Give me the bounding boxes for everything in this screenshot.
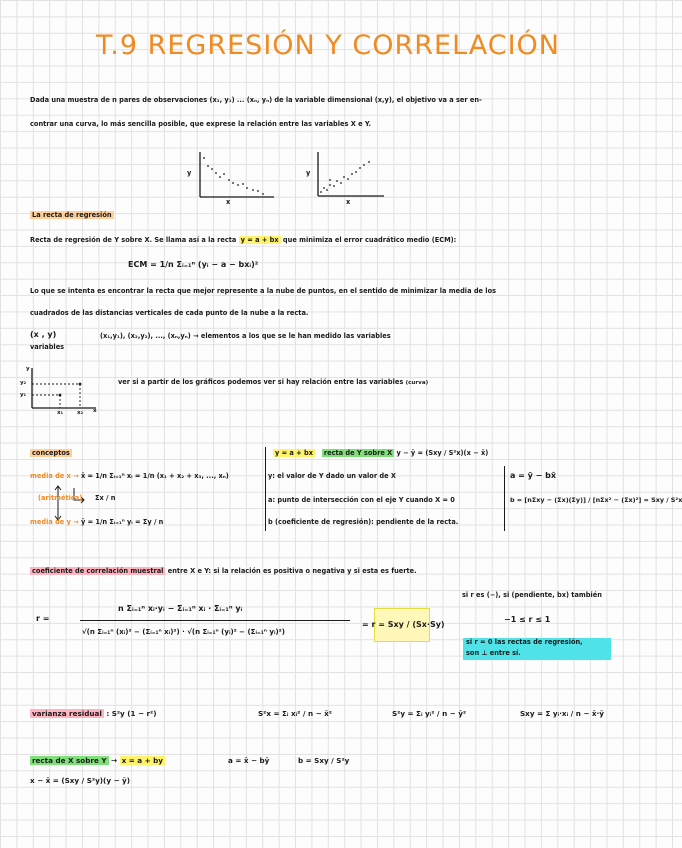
mini-point-graph bbox=[22, 366, 102, 416]
recta-line-2: Lo que se intenta es encontrar la recta que mejor represente a la nube de puntos, en el sentido de minimizar la media de los bbox=[30, 287, 497, 295]
correlacion-note-3: son ⊥ entre sí. bbox=[466, 649, 521, 657]
def-b: b (coeficiente de regresión): pendiente de la recta. bbox=[268, 518, 459, 526]
concept-divider-left bbox=[265, 447, 266, 531]
sx-formula: S²x = Σᵢ xᵢ² / n − x̄² bbox=[258, 709, 332, 718]
b-formula: b = [nΣxy − (Σx)(Σy)] / [nΣx² − (Σx)²] = Sxy / S²x bbox=[510, 496, 682, 504]
varianza-residual: varianza residual : S²y (1 − r²) bbox=[32, 709, 157, 718]
mini-y2-label: y₂ bbox=[20, 380, 27, 386]
plot2-y-label: y bbox=[306, 169, 311, 177]
mini-x-label: x bbox=[93, 408, 97, 414]
a-formula: a = ȳ − bx̄ bbox=[510, 471, 557, 480]
recta-line-3: cuadrados de las distancias verticales de cada punto de la nube a la recta. bbox=[30, 309, 309, 317]
def-a: a: punto de intersección con el eje Y cuando X = 0 bbox=[268, 496, 455, 504]
r-denominator: √(n Σᵢ₌₁ⁿ (xᵢ)² − (Σᵢ₌₁ⁿ xᵢ)²) · √(n Σᵢ₌₁ⁿ (yᵢ)² − (Σᵢ₌₁ⁿ yᵢ)²) bbox=[82, 628, 285, 636]
pairs-variables-label: variables bbox=[30, 343, 65, 351]
graph-note: ver si a partir de los gráficos podemos ver si hay relación entre las variables (curva) bbox=[118, 378, 429, 386]
r-numerator: n Σᵢ₌₁ⁿ xᵢ·yᵢ − Σᵢ₌₁ⁿ xᵢ · Σᵢ₌₁ⁿ yᵢ bbox=[118, 604, 243, 613]
mini-x1-label: x₁ bbox=[57, 410, 64, 416]
recta-x-sobre-y: recta de X sobre Y → x = a + by bbox=[32, 756, 163, 765]
r-label: r = bbox=[36, 614, 50, 623]
xy-b-formula: b = Sxy / S²y bbox=[298, 756, 350, 765]
aritmetica-label: (aritmética) bbox=[38, 494, 83, 502]
sxy-formula: Sxy = Σ yᵢ·xᵢ / n − x̄·ȳ bbox=[520, 709, 604, 718]
pairs-variables: (x , y) bbox=[30, 330, 57, 339]
media-x: media de x → x̄ = 1/n Σᵢ₌₁ⁿ xᵢ = 1/n (x₁ + x₂ + x₃, ..., xₙ) bbox=[30, 472, 229, 480]
scatter-plot-negative bbox=[186, 150, 276, 206]
plot1-x-label: x bbox=[226, 198, 231, 206]
plot2-x-label: x bbox=[346, 198, 351, 206]
correlacion-note-2: si r = 0 las rectas de regresión, bbox=[466, 638, 583, 646]
r-fraction-bar bbox=[80, 620, 350, 621]
ecm-formula: ECM = 1/n Σᵢ₌₁ⁿ (yᵢ − a − bxᵢ)² bbox=[128, 260, 259, 269]
xy-a-formula: a = x̄ − bȳ bbox=[228, 756, 270, 765]
mini-y1-label: y₁ bbox=[20, 392, 27, 398]
def-recta-y-sobre-x: y = a + bx recta de Y sobre X y − ȳ = (Sxy / S²x)(x − x̄) bbox=[275, 449, 489, 457]
pairs-elements: (x₁,y₁), (x₂,y₂), ..., (xₙ,yₙ) → elementos a los que se le han medido las variables bbox=[100, 332, 391, 340]
mini-x2-label: x₂ bbox=[77, 410, 84, 416]
recta-line-1: Recta de regresión de Y sobre X. Se llama así a la recta y = a + bx que minimiza el error cuadrático medio (ECM): bbox=[30, 236, 457, 244]
media-y: media de y → ȳ = 1/n Σᵢ₌₁ⁿ yᵢ = Σy / n bbox=[30, 518, 164, 526]
intro-line-2: contrar una curva, lo más sencilla posible, que exprese la relación entre las variables X e Y. bbox=[30, 120, 372, 128]
concept-divider-right bbox=[504, 466, 505, 531]
plot1-y-label: y bbox=[187, 169, 192, 177]
section-heading-correlacion: coeficiente de correlación muestral entre X e Y: si la relación es positiva o negativa y si esta es fuerte. bbox=[32, 567, 417, 575]
sy-formula: S²y = Σᵢ yᵢ² / n − ȳ² bbox=[392, 709, 467, 718]
correlacion-note-1: si r es (−), si (pendiente, bx) también bbox=[462, 591, 602, 599]
mini-y-label: y bbox=[26, 366, 30, 372]
r-range: −1 ≤ r ≤ 1 bbox=[504, 615, 551, 624]
intro-line-1: Dada una muestra de n pares de observaciones (x₁, y₁) ... (xₙ, yₙ) de la variable dimensional (x,y), el objetivo va a ser en- bbox=[30, 96, 482, 104]
r-alt-formula: = r = Sxy / (Sx·Sy) bbox=[362, 620, 445, 629]
page-title: T.9 REGRESIÓN Y CORRELACIÓN bbox=[95, 30, 560, 61]
sum-short: Σx / n bbox=[95, 494, 116, 502]
def-y: y: el valor de Y dado un valor de X bbox=[268, 472, 396, 480]
xy-line-formula: x − x̄ = (Sxy / S²y)(y − ȳ) bbox=[30, 776, 131, 785]
section-heading-recta: La recta de regresión bbox=[32, 211, 112, 219]
section-heading-conceptos: conceptos bbox=[32, 449, 70, 457]
